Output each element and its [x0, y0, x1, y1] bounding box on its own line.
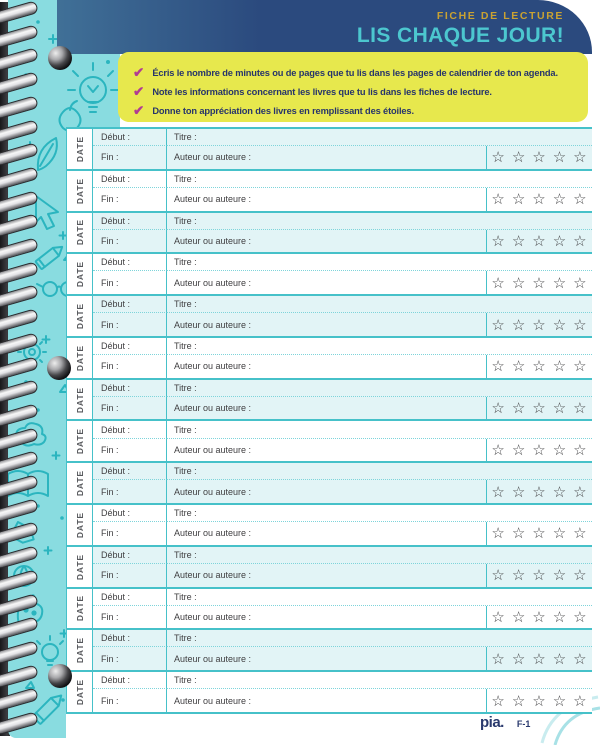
- log-row: [67, 380, 592, 422]
- book-title-field: [167, 129, 592, 146]
- author-label: Auteur ou auteure :: [174, 695, 252, 706]
- instruction-text: Donne ton appréciation des livres en remplissant des étoiles.: [152, 106, 414, 117]
- start-label: Début :: [101, 633, 131, 644]
- end-time-field: [93, 230, 167, 253]
- end-time-field: [93, 480, 167, 503]
- star-rating: ☆☆☆☆☆: [486, 188, 592, 211]
- instruction-item: [133, 65, 588, 79]
- start-time-field: [93, 254, 167, 271]
- log-row: [67, 630, 592, 672]
- book-title-field: [167, 463, 592, 480]
- end-time-field: [93, 313, 167, 336]
- date-label: DATE: [74, 428, 85, 455]
- author-field: [167, 146, 592, 169]
- end-label: Fin :: [101, 235, 119, 246]
- start-time-field: [93, 672, 167, 689]
- author-label: Auteur ou auteure :: [174, 235, 252, 246]
- row-fields: [93, 547, 592, 587]
- row-fields: [93, 254, 592, 294]
- title-label: Titre :: [174, 173, 197, 184]
- row-fields: [93, 129, 592, 169]
- date-cell: [67, 213, 93, 253]
- date-cell: [67, 547, 93, 587]
- book-title-field: [167, 338, 592, 355]
- instruction-text: Écris le nombre de minutes ou de pages que tu lis dans les pages de calendrier de ton agenda.: [152, 68, 558, 79]
- log-row: [67, 254, 592, 296]
- date-cell: [67, 254, 93, 294]
- author-label: Auteur ou auteure :: [174, 653, 252, 664]
- punch-hole: [48, 664, 72, 688]
- date-label: DATE: [74, 595, 85, 622]
- log-row: [67, 672, 592, 714]
- date-cell: [67, 589, 93, 629]
- star-rating: ☆☆☆☆☆: [486, 606, 592, 629]
- date-label: DATE: [74, 261, 85, 288]
- start-time-field: [93, 505, 167, 522]
- date-cell: [67, 296, 93, 336]
- log-row: [67, 505, 592, 547]
- date-cell: [67, 421, 93, 461]
- title-label: Titre :: [174, 633, 197, 644]
- log-row: [67, 296, 592, 338]
- checkmark-icon: ✔: [133, 65, 145, 81]
- date-cell: [67, 338, 93, 378]
- end-label: Fin :: [101, 570, 119, 581]
- author-field: [167, 647, 592, 670]
- author-field: [167, 271, 592, 294]
- author-field: [167, 480, 592, 503]
- star-rating: ☆☆☆☆☆: [486, 397, 592, 420]
- date-label: DATE: [74, 302, 85, 330]
- author-label: Auteur ou auteure :: [174, 277, 252, 288]
- page-header: [57, 0, 592, 54]
- end-label: Fin :: [101, 194, 119, 205]
- end-label: Fin :: [101, 695, 119, 706]
- start-label: Début :: [101, 466, 131, 477]
- star-rating: ☆☆☆☆☆: [486, 480, 592, 503]
- row-fields: [93, 589, 592, 629]
- instruction-item: [133, 84, 588, 98]
- book-title-field: [167, 296, 592, 313]
- end-time-field: [93, 522, 167, 545]
- author-field: [167, 188, 592, 211]
- row-fields: [93, 672, 592, 712]
- author-label: Auteur ou auteure :: [174, 152, 252, 163]
- author-field: [167, 397, 592, 420]
- row-fields: [93, 296, 592, 336]
- start-time-field: [93, 380, 167, 397]
- star-rating: ☆☆☆☆☆: [486, 522, 592, 545]
- start-label: Début :: [101, 591, 131, 602]
- end-label: Fin :: [101, 653, 119, 664]
- page-title: LIS CHAQUE JOUR!: [356, 24, 564, 47]
- reading-log-table: [66, 127, 592, 714]
- end-label: Fin :: [101, 361, 119, 372]
- end-time-field: [93, 355, 167, 378]
- title-label: Titre :: [174, 591, 197, 602]
- log-row: [67, 129, 592, 171]
- start-label: Début :: [101, 132, 131, 143]
- end-time-field: [93, 647, 167, 670]
- star-rating: ☆☆☆☆☆: [486, 689, 592, 712]
- date-label: DATE: [74, 135, 85, 162]
- start-label: Début :: [101, 215, 131, 226]
- author-label: Auteur ou auteure :: [174, 361, 252, 372]
- book-title-field: [167, 213, 592, 230]
- end-label: Fin :: [101, 152, 119, 163]
- start-label: Début :: [101, 257, 131, 268]
- title-label: Titre :: [174, 132, 197, 143]
- star-rating: ☆☆☆☆☆: [486, 439, 592, 462]
- log-row: [67, 463, 592, 505]
- arrow-cursor-icon: [36, 196, 58, 229]
- date-cell: [67, 630, 93, 670]
- end-label: Fin :: [101, 277, 119, 288]
- pencil-icon: [35, 243, 65, 269]
- author-label: Auteur ou auteure :: [174, 612, 252, 623]
- log-row: [67, 589, 592, 631]
- book-title-field: [167, 505, 592, 522]
- start-time-field: [93, 296, 167, 313]
- punch-hole: [48, 46, 72, 70]
- start-time-field: [93, 589, 167, 606]
- start-time-field: [93, 338, 167, 355]
- end-time-field: [93, 188, 167, 211]
- title-label: Titre :: [174, 340, 197, 351]
- author-field: [167, 230, 592, 253]
- book-title-field: [167, 672, 592, 689]
- row-fields: [93, 213, 592, 253]
- log-row: [67, 171, 592, 213]
- row-fields: [93, 171, 592, 211]
- book-title-field: [167, 380, 592, 397]
- log-row: [67, 338, 592, 380]
- row-fields: [93, 630, 592, 670]
- book-title-field: [167, 547, 592, 564]
- author-label: Auteur ou auteure :: [174, 194, 252, 205]
- page-code: F-1: [516, 719, 531, 729]
- date-cell: [67, 171, 93, 211]
- title-label: Titre :: [174, 466, 197, 477]
- end-time-field: [93, 271, 167, 294]
- page-footer: [480, 714, 530, 731]
- star-rating: ☆☆☆☆☆: [486, 271, 592, 294]
- date-label: DATE: [74, 553, 85, 580]
- star-rating: ☆☆☆☆☆: [486, 564, 592, 587]
- end-label: Fin :: [101, 319, 119, 330]
- lightbulb-icon: [68, 63, 118, 112]
- start-label: Début :: [101, 675, 131, 686]
- date-label: DATE: [74, 219, 85, 246]
- author-label: Auteur ou auteure :: [174, 486, 252, 497]
- author-field: [167, 355, 592, 378]
- title-label: Titre :: [174, 675, 197, 686]
- star-rating: ☆☆☆☆☆: [486, 230, 592, 253]
- book-title-field: [167, 171, 592, 188]
- author-label: Auteur ou auteure :: [174, 319, 252, 330]
- log-row: [67, 213, 592, 255]
- star-rating: ☆☆☆☆☆: [486, 355, 592, 378]
- book-title-field: [167, 421, 592, 438]
- author-label: Auteur ou auteure :: [174, 528, 252, 539]
- title-label: Titre :: [174, 215, 197, 226]
- checkmark-icon: ✔: [133, 103, 145, 119]
- author-field: [167, 522, 592, 545]
- end-label: Fin :: [101, 403, 119, 414]
- date-label: DATE: [74, 678, 85, 706]
- row-fields: [93, 338, 592, 378]
- end-time-field: [93, 689, 167, 712]
- small-lightbulb-icon: [37, 636, 63, 665]
- start-time-field: [93, 171, 167, 188]
- start-label: Début :: [101, 549, 131, 560]
- star-rating: ☆☆☆☆☆: [486, 647, 592, 670]
- start-label: Début :: [101, 424, 131, 435]
- author-field: [167, 606, 592, 629]
- author-field: [167, 564, 592, 587]
- start-time-field: [93, 463, 167, 480]
- end-time-field: [93, 564, 167, 587]
- date-label: DATE: [74, 637, 85, 664]
- book-title-field: [167, 254, 592, 271]
- start-label: Début :: [101, 382, 131, 393]
- date-label: DATE: [74, 511, 85, 538]
- start-time-field: [93, 547, 167, 564]
- date-cell: [67, 380, 93, 420]
- instructions-box: [118, 52, 588, 122]
- header-kicker: FICHE DE LECTURE: [436, 10, 564, 22]
- title-label: Titre :: [174, 382, 197, 393]
- start-label: Début :: [101, 173, 131, 184]
- end-label: Fin :: [101, 612, 119, 623]
- feather-icon: [38, 138, 57, 170]
- instruction-item: [133, 103, 588, 117]
- title-label: Titre :: [174, 549, 197, 560]
- row-fields: [93, 505, 592, 545]
- title-label: Titre :: [174, 508, 197, 519]
- end-time-field: [93, 397, 167, 420]
- start-time-field: [93, 213, 167, 230]
- row-fields: [93, 463, 592, 503]
- date-label: DATE: [74, 386, 85, 413]
- instruction-text: Note les informations concernant les livres que tu lis dans les fiches de lecture.: [152, 87, 492, 98]
- end-label: Fin :: [101, 486, 119, 497]
- date-label: DATE: [74, 470, 85, 497]
- date-label: DATE: [74, 344, 85, 371]
- end-label: Fin :: [101, 444, 119, 455]
- end-label: Fin :: [101, 528, 119, 539]
- title-label: Titre :: [174, 424, 197, 435]
- author-label: Auteur ou auteure :: [174, 403, 252, 414]
- author-field: [167, 439, 592, 462]
- star-rating: ☆☆☆☆☆: [486, 146, 592, 169]
- end-time-field: [93, 606, 167, 629]
- start-label: Début :: [101, 299, 131, 310]
- start-time-field: [93, 129, 167, 146]
- start-time-field: [93, 421, 167, 438]
- row-fields: [93, 421, 592, 461]
- book-title-field: [167, 630, 592, 647]
- start-time-field: [93, 630, 167, 647]
- log-row: [67, 421, 592, 463]
- date-cell: [67, 463, 93, 503]
- log-row: [67, 547, 592, 589]
- book-title-field: [167, 589, 592, 606]
- pia-logo: pia.: [480, 714, 504, 731]
- author-field: [167, 689, 592, 712]
- row-fields: [93, 380, 592, 420]
- date-label: DATE: [74, 177, 85, 204]
- title-label: Titre :: [174, 257, 197, 268]
- punch-hole: [47, 356, 71, 380]
- start-label: Début :: [101, 508, 131, 519]
- end-time-field: [93, 146, 167, 169]
- end-time-field: [93, 439, 167, 462]
- star-rating: ☆☆☆☆☆: [486, 313, 592, 336]
- author-field: [167, 313, 592, 336]
- author-label: Auteur ou auteure :: [174, 570, 252, 581]
- title-label: Titre :: [174, 299, 197, 310]
- date-cell: [67, 129, 93, 169]
- date-cell: [67, 505, 93, 545]
- start-label: Début :: [101, 340, 131, 351]
- author-label: Auteur ou auteure :: [174, 444, 252, 455]
- checkmark-icon: ✔: [133, 84, 145, 100]
